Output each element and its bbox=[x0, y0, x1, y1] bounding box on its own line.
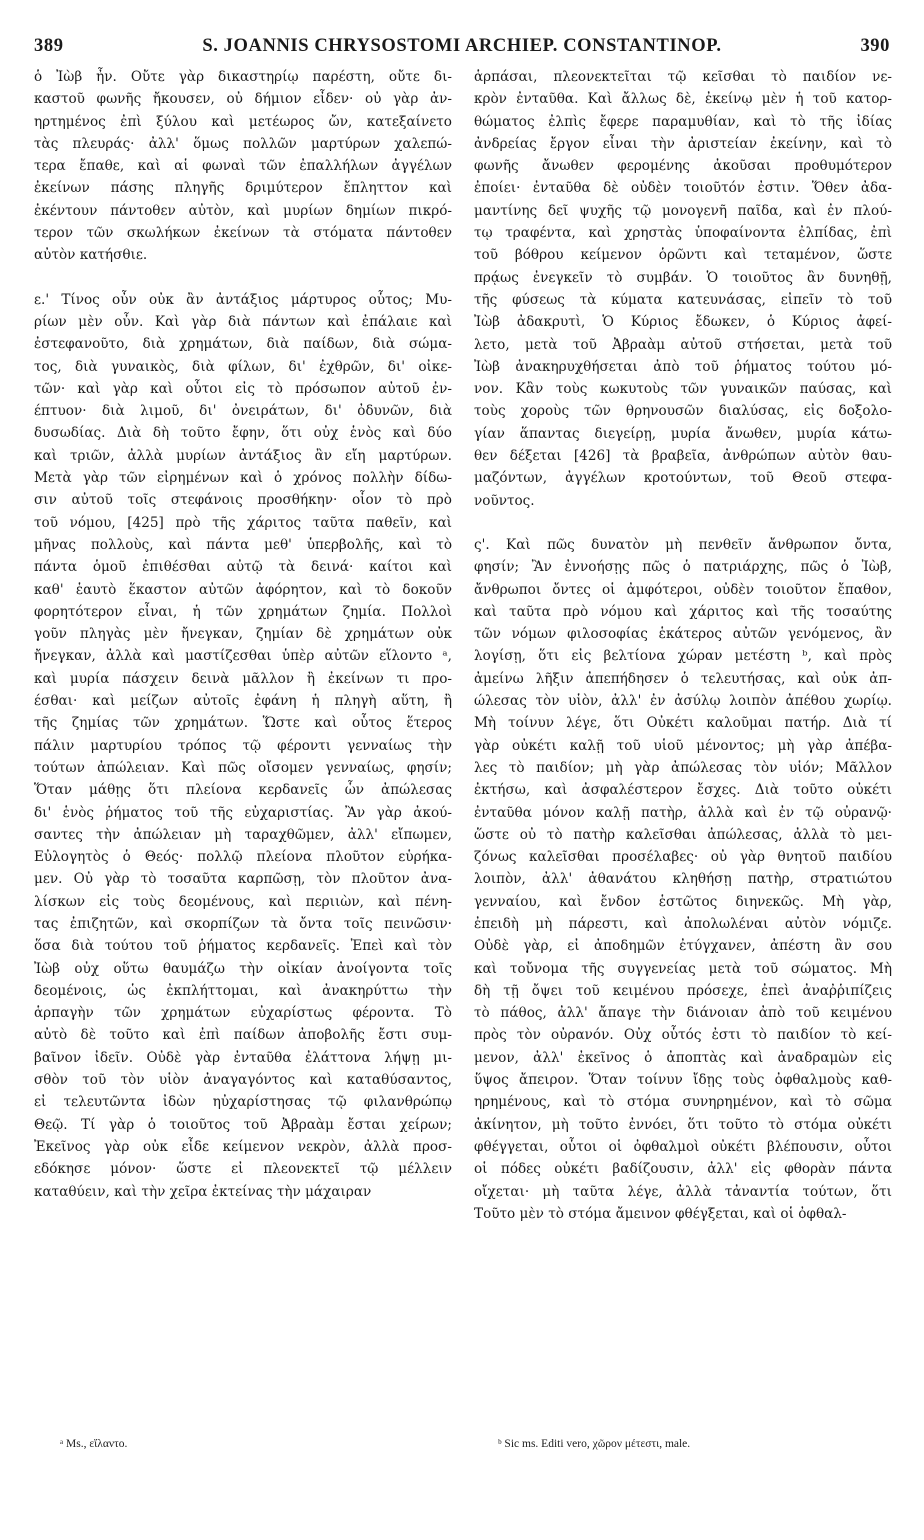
text-line: γὰρ οὐκέτι καλῇ τοῦ υἱοῦ μένοντος; μὴ γὰρ ἀπέβα- bbox=[474, 737, 892, 754]
text-line: αὐτὸν κατήσθιε. bbox=[34, 247, 148, 264]
text-line: ρίων μὲν οὖν. Καὶ γὰρ διὰ πάντων καὶ ἐπάλαιε καὶ bbox=[34, 313, 452, 330]
left-column bbox=[34, 66, 452, 1203]
text-line: λες τὸ παιδίον; μὴ γὰρ ἀπώλεσας τὸν υἱόν; Μᾶλλον bbox=[474, 759, 892, 776]
text-line: φθέγγεται, οὗτοι οἱ ὀφθαλμοὶ οὐκέτι βλέπουσιν, οὗτοι bbox=[474, 1138, 892, 1155]
text-line: πάλιν μαρτυρίου τρόπος τῷ φέροντι γενναίως τὴν bbox=[34, 737, 452, 754]
text-line: ε.' Τίνος οὖν οὐκ ἂν ἀντάξιος μάρτυρος οὗτος; Μυ- bbox=[34, 291, 452, 308]
text-line: έπτυον· διὰ λιμοῦ, δι' ὀνειράτων, δι' ὀδυνῶν, διὰ bbox=[34, 403, 452, 420]
text-line: καὶ τριῶν, ἀλλὰ μυρίων ἀντάξιος ἂν εἴη μαρτύρων. bbox=[34, 447, 452, 464]
text-line: τῆς φύσεως τὰ κύματα κατευνάσας, εἰπεῖν τὸ τοῦ bbox=[474, 291, 892, 308]
text-line: τοὺς χοροὺς τῶν θρηνουσῶν διαλύσας, εἰς δοξολο- bbox=[474, 403, 892, 420]
text-line: εδόκησε μόνον· ὥστε εἰ πλεονεκτεῖ τῷ μέλλειν bbox=[34, 1161, 452, 1178]
text-line: ζόνως καλεῖσθαι προσέλαβες· οὐ γὰρ θνητοῦ παιδίου bbox=[474, 849, 892, 866]
paragraph-gap bbox=[474, 512, 892, 534]
text-line: θεν δέξεται [426] τὰ βραβεῖα, ἀνθρώπων αὐτὸν θαυ- bbox=[474, 448, 892, 465]
text-line: τῶν νόμων φιλοσοφίας ἑκάτερος αὐτῶν γενόμενος, ἂν bbox=[474, 626, 892, 643]
text-line: Ἰὼβ οὐχ οὕτω θαυμάζω τὴν οἰκίαν ἀνοίγοντα τοῖς bbox=[34, 960, 452, 977]
text-line: τὸ πάθος, ἀλλ' ἄπαγε τὴν διάνοιαν ἀπὸ τοῦ κειμένου bbox=[474, 1005, 892, 1022]
text-line: αὐτὸ δὲ τοῦτο καὶ ἐπὶ παίδων ἀποβολῆς ἔστι συμ- bbox=[34, 1027, 452, 1044]
text-line: καστοῦ φωνῆς ἤκουσεν, οὐ δήμιον εἶδεν· οὐ γὰρ ἀν- bbox=[34, 91, 452, 108]
paragraph-gap bbox=[34, 267, 452, 289]
text-line: δὴ τῇ ὄψει τοῦ κειμένου πρόσεχε, ἐπεὶ ἀναῤῥιπίζεις bbox=[474, 982, 892, 999]
text-line: ὕψος ἄπειρον. Ὅταν τοίνυν ἴδῃς τοὺς ὀφθαλμοὺς καθ- bbox=[474, 1072, 892, 1089]
text-line: μῆνας πολλοὺς, καὶ πάντα μεθ' ὑπερβολῆς, καὶ τὸ bbox=[34, 536, 452, 553]
text-line: πρᾴως ἐνεγκεῖν τὸ συμβάν. Ὁ τοιοῦτος ἂν δυνηθῇ, bbox=[474, 269, 892, 286]
text-line: τας ἐπιζητῶν, καὶ σκορπίζων τὰ ὄντα τοῖς πεινῶσιν· bbox=[34, 915, 452, 932]
text-line: Μὴ τοίνυν λέγε, ὅτι Οὐκέτι καλοῦμαι πατήρ. Διὰ τί bbox=[474, 715, 892, 732]
footnote-left: ᵃ Ms., εἵλαντο. bbox=[60, 1438, 128, 1450]
text-line: φησίν; Ἂν ἐννοήσῃς πῶς ὁ πατριάρχης, πῶς ὁ Ἰὼβ, bbox=[474, 559, 892, 576]
text-line: έσθαι· καὶ μείζων αὐτοῖς ἐφάνη ἡ πληγὴ αὕτη, ἢ bbox=[34, 693, 452, 710]
text-line: δεομένοις, ὡς ἐκπλήττομαι, καὶ ἀνακηρύττω τὴν bbox=[34, 982, 452, 999]
text-line: ἐστεφανοῦτο, διὰ χρημάτων, διὰ παίδων, διὰ σώμα- bbox=[34, 336, 452, 353]
running-title: S. JOANNIS CHRYSOSTOMI ARCHIEP. CONSTANTINOP. bbox=[202, 36, 722, 56]
text-line: καθ' ἑαυτὸ ἕκαστον αὐτῶν ἀφόρητον, καὶ τὸ δοκοῦν bbox=[34, 581, 452, 598]
text-line: Οὐδὲ γὰρ, εἰ ἀποδημῶν ἐτύγχανεν, ἀπέστη ἂν σου bbox=[474, 938, 892, 955]
text-line: λογίσῃ, ὅτι εἰς βελτίονα χώραν μετέστη ᵇ, καὶ πρὸς bbox=[474, 648, 892, 665]
text-line: ἐποίει· ἐνταῦθα δὲ οὐδὲν τοιοῦτόν ἐστιν. Ὅθεν ἀδα- bbox=[474, 180, 892, 197]
right-column bbox=[474, 66, 892, 1225]
text-line: τος, διὰ γυναικὸς, διὰ φίλων, δι' ἐχθρῶν, δι' οἰκε- bbox=[34, 358, 452, 375]
text-line: ὥστε οὐ τὸ πατὴρ καλεῖσθαι ἀπώλεσας, ἀλλὰ τὸ μει- bbox=[474, 826, 892, 843]
text-line: πρὸς τὸν οὐρανόν. Οὐχ οὗτός ἐστι τὸ παιδίον τὸ κεί- bbox=[474, 1027, 892, 1044]
text-line: ἐνταῦθα μόνον καλῇ πατὴρ, ἀλλὰ καὶ ἐν τῷ οὐρανῷ· bbox=[474, 804, 892, 821]
text-line: ἐπειδὴ μὴ πάρεστι, καὶ ἀπολωλέναι αὐτὸν νόμιζε. bbox=[474, 915, 892, 932]
text-line: σθὸν τοῦ τὸν υἱὸν ἀναγαγόντος καὶ καταθύσαντος, bbox=[34, 1072, 452, 1089]
text-line: γενναίου, καὶ ἔνδον ἑστῶτος διηνεκῶς. Μὴ γὰρ, bbox=[474, 893, 892, 910]
text-line: ώλεσας τὸν υἱὸν, ἀλλ' ἐν ἀσύλῳ λοιπὸν ἀπέθου χωρίῳ. bbox=[474, 693, 892, 710]
page-header bbox=[34, 36, 890, 62]
footnote-right: ᵇ Sic ms. Editi vero, χῶρον μέτεστι, male. bbox=[498, 1438, 691, 1450]
text-line: κρὸν ἐνταῦθα. Καὶ ἄλλως δὲ, ἐκείνῳ μὲν ἡ τοῦ κατορ- bbox=[474, 91, 892, 108]
text-line: ἁρπαγὴν τῶν χρημάτων εὐχαρίστως φέροντα. Τὸ bbox=[34, 1005, 452, 1022]
text-line: Εὐλογητὸς ὁ Θεός· πολλῷ πλείονα πλοῦτον εὑρήκα- bbox=[34, 849, 452, 866]
text-line: μαντίνης δεῖ ψυχῆς τῷ μονογενῆ παῖδα, καὶ ἐν πλού- bbox=[474, 202, 892, 219]
text-line: ἀμείνω λῆξιν ἀπεπήδησεν ὁ τελευτήσας, καὶ οὐκ ἀπ- bbox=[474, 670, 892, 687]
text-line: Θεῷ. Τί γὰρ ὁ τοιοῦτος τοῦ Ἀβραὰμ ἔσται χείρων; bbox=[34, 1116, 452, 1133]
text-line: καὶ μυρία πάσχειν δεινὰ μᾶλλον ἢ ἐκείνων τι προ- bbox=[34, 670, 452, 687]
page-number-right: 390 bbox=[860, 36, 890, 56]
text-line: θώματος ἐλπὶς ἔφερε παραμυθίαν, καὶ τὸ τῆς ἰδίας bbox=[474, 113, 892, 130]
text-line: ἁρπάσαι, πλεονεκτεῖται τῷ κεῖσθαι τὸ παιδίον νε- bbox=[474, 69, 892, 85]
text-line: νον. Κἂν τοὺς κωκυτοὺς τῶν γυναικῶν παύσας, καὶ bbox=[474, 381, 892, 398]
text-line: σαντες τὴν ἀπώλειαν μὴ ταραχθῶμεν, ἀλλ' εἴπωμεν, bbox=[34, 826, 452, 843]
text-line: σιν αὐτοῦ τοῖς στεφάνοις προσθήκην· οἷον τὸ πρὸ bbox=[34, 492, 452, 509]
text-line: ἐκέντουν πάντοθεν αὐτὸν, καὶ μυρίων δημίων πικρό- bbox=[34, 202, 452, 219]
text-line: τῆς ζημίας τῶν χρημάτων. Ὥστε καὶ οὗτος ἕτερος bbox=[34, 715, 452, 732]
text-line: ἀνδρείας ἔργον εἶναι τὴν ἀριστείαν ἐκείνην, καὶ τὸ bbox=[474, 135, 892, 152]
text-line: μενον, ἀλλ' ἐκεῖνος ὁ ἀποπτὰς καὶ ἀναδραμὼν εἰς bbox=[474, 1049, 892, 1066]
text-line: Μετὰ γὰρ τῶν εἰρημένων καὶ ὁ χρόνος πολλὴν δίδω- bbox=[34, 470, 452, 487]
text-line: φορητότερον εἶναι, ἡ τῶν χρημάτων ζημία. Πολλοὶ bbox=[34, 603, 452, 620]
text-line: οἱ πόδες οὐκέτι βαδίζουσιν, ἀλλ' εἰς φθορὰν πάντα bbox=[474, 1161, 892, 1178]
text-line: Ἐκεῖνος γὰρ οὐκ εἶδε κείμενον νεκρὸν, ἀλλὰ προσ- bbox=[34, 1138, 452, 1155]
text-line: καταθύειν, καὶ τὴν χεῖρα ἐκτείνας τὴν μάχαιραν bbox=[34, 1183, 372, 1200]
text-line: ὁ Ἰὼβ ἦν. Οὔτε γὰρ δικαστηρίῳ παρέστη, οὔτε δι- bbox=[34, 69, 452, 85]
text-line: ἐκτήσω, καὶ ἀσφαλέστερον ἔσχες. Διὰ τοῦτο οὐκέτι bbox=[474, 782, 892, 799]
text-line: βαῖνον ἰδεῖν. Οὐδὲ γὰρ ἐνταῦθα ἐλάττονα λήψῃ μι- bbox=[34, 1049, 452, 1066]
text-line: δι' ἑνὸς ῥήματος τοῦ τῆς εὐχαριστίας. Ἂν γὰρ ἀκού- bbox=[34, 804, 452, 821]
text-line: ἀκίνητον, μὴ τοῦτο ἐννόει, ὅτι τοῦτο τὸ στόμα οὐκέτι bbox=[474, 1116, 892, 1133]
text-line: ὅσα διὰ τούτου τοῦ ῥήματος κερδανεῖς. Ἐπεὶ καὶ τὸν bbox=[34, 938, 452, 955]
text-line: Τοῦτο μὲν τὸ στόμα ἄμεινον φθέγξεται, καὶ οἱ ὀφθαλ- bbox=[474, 1205, 847, 1222]
text-line: Ἰὼβ ἀδακρυτὶ, Ὁ Κύριος ἔδωκεν, ὁ Κύριος ἀφεί- bbox=[474, 314, 892, 331]
text-line: λοιπὸν, ἀλλ' ἀθανάτου κληθήσῃ πατὴρ, στρατιώτου bbox=[474, 871, 892, 888]
text-line: νοῦντος. bbox=[474, 492, 535, 509]
text-line: ἤνεγκαν, ἀλλὰ καὶ μαστίζεσθαι ὑπὲρ αὐτῶν εἵλοντο ᵃ, bbox=[34, 648, 452, 665]
text-line: ἄνθρωποι ὄντες οἱ ἀμφότεροι, οὐδὲν τοιοῦτον ἔπαθον, bbox=[474, 581, 892, 598]
text-line: τοῦ νόμου, [425] πρὸ τῆς χάριτος ταῦτα παθεῖν, καὶ bbox=[34, 514, 452, 531]
text-line: τοῦ βόθρου κείμενον ὁρῶντι καὶ τεταμένον, ὥστε bbox=[474, 247, 892, 264]
text-line: τερον τῶν σκωλήκων ἐκείνων τὰ στόματα πάντοθεν bbox=[34, 225, 452, 242]
text-line: οἴχεται· μὴ ταῦτα λέγε, ἀλλὰ τἀναντία τούτων, ὅτι bbox=[474, 1183, 892, 1200]
page-number-left: 389 bbox=[34, 36, 64, 56]
text-line: πάντα ὁμοῦ ἐπιθέσθαι αὐτῷ τὰ δεινά· καίτοι καὶ bbox=[34, 559, 452, 576]
text-line: Ὅταν μάθῃς ὅτι πλείονα κερδανεῖς ὧν ἀπώλεσας bbox=[34, 782, 452, 799]
text-line: ηρτημένος ἐπὶ ξύλου καὶ μετέωρος ὤν, κατεξαίνετο bbox=[34, 113, 452, 130]
text-line: γοῦν πληγὰς μὲν ἤνεγκαν, ζημίαν δὲ χρημάτων οὐκ bbox=[34, 626, 452, 643]
text-line: ς'. Καὶ πῶς δυνατὸν μὴ πενθεῖν ἄνθρωπον ὄντα, bbox=[474, 536, 892, 553]
text-line: μαζόντων, ἀγγέλων κροτούντων, τοῦ Θεοῦ στεφα- bbox=[474, 470, 892, 487]
text-line: τὰς πλευράς· ἀλλ' ὅμως πολλῶν μαρτύρων χαλεπώ- bbox=[34, 135, 452, 152]
text-line: φωνῆς ἄνωθεν φερομένης ἀκοῦσαι προθυμότερον bbox=[474, 158, 892, 175]
text-line: εἰ τελευτῶντα ἰδὼν ηὐχαρίστησας τῷ φιλανθρώπῳ bbox=[34, 1094, 452, 1111]
text-line: καὶ ταῦτα πρὸ νόμου καὶ χάριτος καὶ τῆς τοσαύτης bbox=[474, 603, 892, 620]
text-line: μεν. Οὐ γὰρ τὸ τοσαῦτα καρπῶσῃ, τὸν πλοῦτον ἀνα- bbox=[34, 871, 452, 888]
text-line: ἐκείνων πάσης πληγῆς δριμύτερον ἔπληττον καὶ bbox=[34, 180, 452, 197]
text-line: τούτων ἀπώλειαν. Καὶ πῶς οἴσομεν γενναίως, φησίν; bbox=[34, 759, 452, 776]
text-line: δυσωδίας. Διὰ δὴ τοῦτο ἔφην, ὅτι οὐχ ἑνὸς καὶ δύο bbox=[34, 425, 452, 442]
text-line: τῳ τραφέντα, καὶ χρηστὰς ὑποφαίνοντα ἐλπίδας, ἐπὶ bbox=[474, 225, 892, 242]
text-line: τερα ἔπαθε, καὶ αἱ φωναὶ τῶν ἐπαλλήλων ἀγγέλων bbox=[34, 158, 452, 175]
text-line: καὶ τοὔνομα τῆς συγγενείας μετὰ τοῦ σώματος. Μὴ bbox=[474, 960, 892, 977]
text-line: ηρημένους, καὶ τὸ στόμα συνηρημένον, καὶ τὸ σῶμα bbox=[474, 1094, 892, 1111]
text-line: Ἰὼβ ἀνακηρυχθήσεται ἀπὸ τοῦ ῥήματος τούτου μό- bbox=[474, 358, 892, 375]
text-line: τῶν· καὶ γὰρ καὶ οὗτοι εἰς τὸ πρόσωπον αὐτοῦ ἐν- bbox=[34, 380, 452, 397]
text-line: λετο, μετὰ τοῦ Ἀβραὰμ αὐτοῦ στήσεται, μετὰ τοῦ bbox=[474, 336, 892, 353]
text-line: λίσκων εἰς τοὺς δεομένους, καὶ περιιὼν, καὶ πένη- bbox=[34, 893, 452, 910]
text-line: γίαν ἅπαντας διεγείρῃ, μυρία ἄνωθεν, μυρία κάτω- bbox=[474, 425, 892, 442]
